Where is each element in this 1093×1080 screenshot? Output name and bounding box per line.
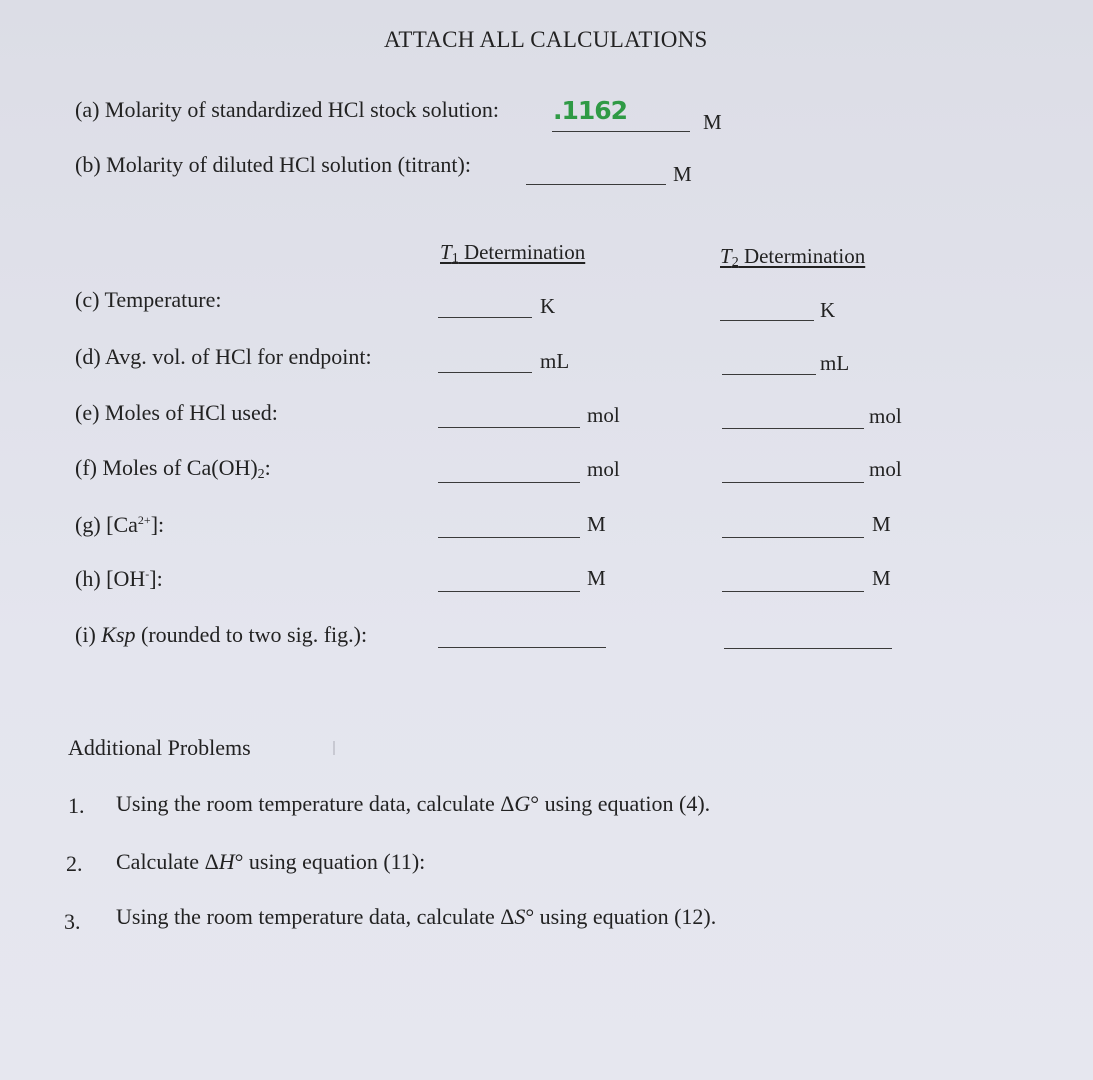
page-title: ATTACH ALL CALCULATIONS	[384, 27, 708, 52]
row-f-t2-unit: mol	[869, 457, 902, 481]
additional-problems-heading: Additional Problems	[68, 735, 251, 760]
row-e-t1-line[interactable]	[438, 427, 580, 428]
row-g-t2-line[interactable]	[722, 537, 864, 538]
row-g-label: (g) $[Ca^{2+}]$:	[75, 512, 165, 537]
row-c-t1-line[interactable]	[438, 317, 532, 318]
row-h-t2-line[interactable]	[722, 591, 864, 592]
row-e-t2-line[interactable]	[722, 428, 864, 429]
row-d-t1-line[interactable]	[438, 372, 532, 373]
row-g-t2-unit: M	[872, 512, 891, 536]
row-f-t1-unit: mol	[587, 457, 620, 481]
t1-determination-header: $T_1$ Determination	[440, 240, 586, 266]
row-d-t2-line[interactable]	[722, 374, 816, 375]
row-d-t2-unit: mL	[820, 351, 850, 375]
item-b-answer-line[interactable]	[526, 184, 666, 185]
row-f-t1-line[interactable]	[438, 482, 580, 483]
item-b-unit: M	[673, 162, 692, 186]
problem-2-number: 2.	[66, 851, 83, 876]
row-c-t2-unit: K	[820, 298, 836, 322]
row-g-t1-line[interactable]	[438, 537, 580, 538]
item-b-label: (b) Molarity of diluted HCl solution (titrant):	[75, 152, 471, 177]
problem-1-text: Using the room temperature data, calculate ΔG° using equation (4).	[116, 791, 711, 816]
problem-1-number: 1.	[68, 793, 85, 818]
row-i-t2-line[interactable]	[724, 648, 892, 649]
faint-mark	[333, 741, 335, 755]
row-d-t1-unit: mL	[540, 349, 570, 373]
row-i-label: (i) Ksp (rounded to two sig. fig.):	[75, 622, 368, 647]
row-e-label: (e) Moles of HCl used:	[75, 400, 278, 425]
item-a-answer-line[interactable]	[552, 131, 690, 132]
row-h-t1-unit: M	[587, 566, 606, 590]
problem-3-number: 3.	[64, 909, 81, 934]
row-h-t1-line[interactable]	[438, 591, 580, 592]
row-f-label: (f) Moles of $Ca(OH)_2$:	[75, 455, 271, 482]
row-c-t2-line[interactable]	[720, 320, 814, 321]
t2-determination-header: $T_2$ Determination	[720, 244, 866, 270]
row-h-label: (h) [OH-]:	[75, 566, 163, 591]
row-e-t1-unit: mol	[587, 403, 620, 427]
row-e-t2-unit: mol	[869, 404, 902, 428]
problem-3-text: Using the room temperature data, calculate ΔS° using equation (12).	[116, 904, 717, 929]
row-h-t2-unit: M	[872, 566, 891, 590]
problem-2-text: Calculate ΔH° using equation (11):	[116, 849, 426, 874]
item-a-label: (a) Molarity of standardized HCl stock solution:	[75, 97, 500, 122]
row-c-label: (c) Temperature:	[75, 287, 222, 312]
item-a-unit: M	[703, 110, 722, 134]
row-i-t1-line[interactable]	[438, 647, 606, 648]
row-g-t1-unit: M	[587, 512, 606, 536]
row-d-label: (d) Avg. vol. of HCl for endpoint:	[75, 344, 372, 369]
item-a-handwritten-value: .1162	[553, 96, 628, 125]
row-c-t1-unit: K	[540, 294, 556, 318]
row-f-t2-line[interactable]	[722, 482, 864, 483]
